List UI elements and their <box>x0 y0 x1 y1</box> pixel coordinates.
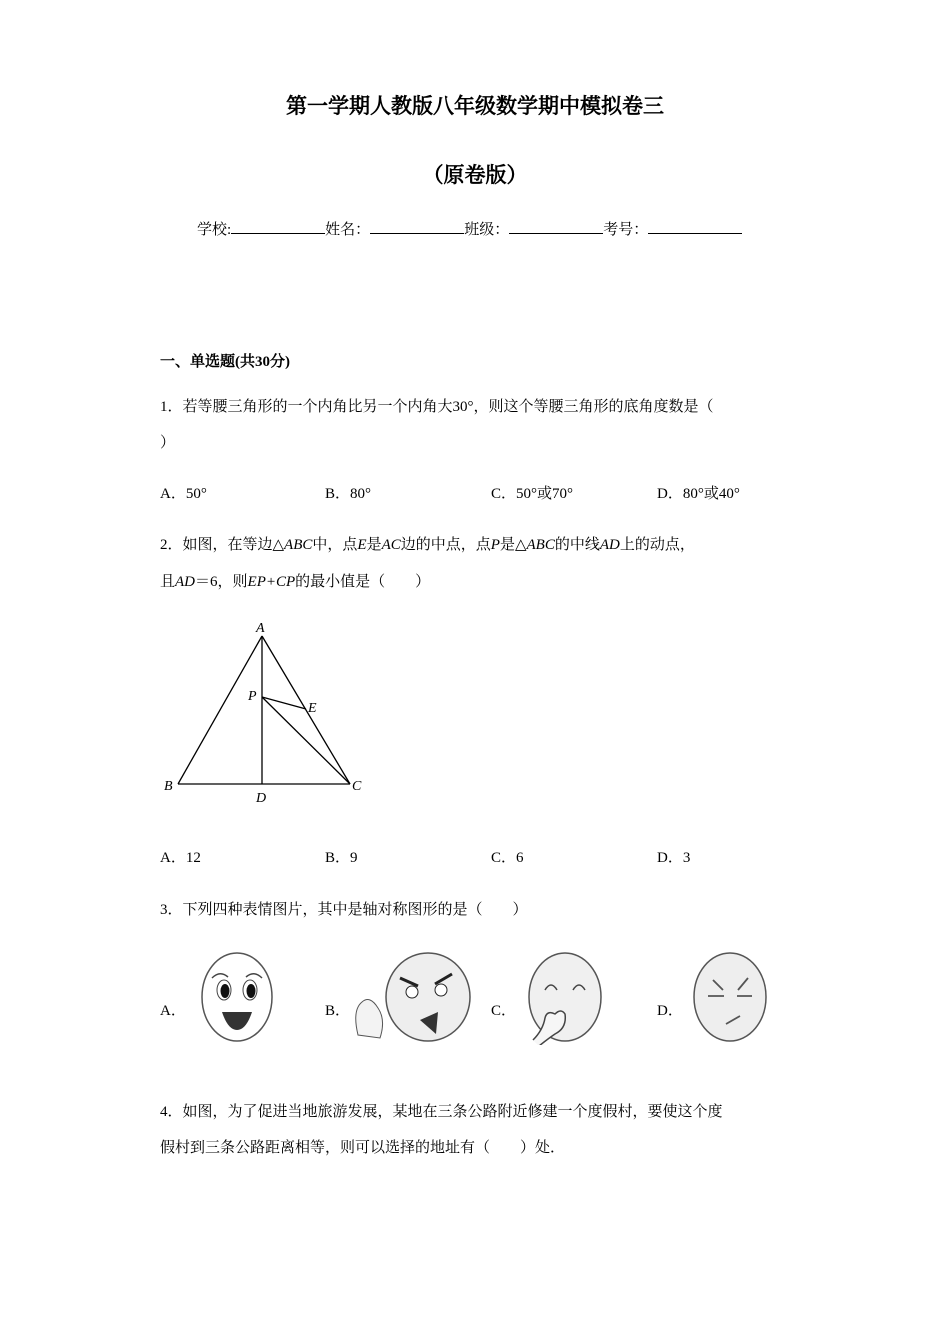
label-d: D <box>256 791 267 806</box>
q4-text: 4．如图，为了促进当地旅游发展，某地在三条公路附近修建一个度假村，要使这个度 <box>160 1104 723 1120</box>
triangle-figure <box>150 610 380 810</box>
student-info <box>197 218 742 239</box>
q3-option-b: B． <box>325 1003 351 1019</box>
q3-option-a: A． <box>160 1003 186 1019</box>
q2-text: 2．如图，在等边△ABC中，点E是AC边的中点，点P是△ABC的中线AD上的动点， <box>160 537 695 553</box>
label-b: B <box>164 779 173 794</box>
number-label: 考号： <box>603 222 649 238</box>
class-label: 班级： <box>464 222 510 238</box>
q2-text-cont: 且AD＝6，则EP+CP的最小值是（ ） <box>160 574 431 590</box>
section-heading: 一、单选题(共30分) <box>160 354 290 370</box>
q4-text-cont: 假村到三条公路距离相等，则可以选择的地址有（ ）处． <box>160 1140 566 1156</box>
q1-option-a: A．50° <box>160 486 207 502</box>
label-c: C <box>352 779 362 794</box>
q2-option-b: B．9 <box>325 850 358 866</box>
number-blank <box>648 219 742 234</box>
smiling-face-image <box>190 950 285 1045</box>
q2-option-a: A．12 <box>160 850 201 866</box>
q1-option-d: D．80°或40° <box>657 486 740 502</box>
school-label: 学校: <box>197 222 232 238</box>
school-blank <box>231 219 325 234</box>
q2-option-c: C．6 <box>491 850 524 866</box>
q1-option-b: B．80° <box>325 486 372 502</box>
label-a: A <box>256 621 265 636</box>
page-subtitle: （原卷版） <box>422 163 528 187</box>
q1-text-cont: ） <box>160 435 176 451</box>
q1-option-c: C．50°或70° <box>491 486 574 502</box>
q3-option-d: D． <box>657 1003 683 1019</box>
angry-pointing-face-image <box>350 950 475 1045</box>
covering-mouth-face-image <box>515 950 610 1045</box>
q3-text: 3．下列四种表情图片，其中是轴对称图形的是（ ） <box>160 902 528 918</box>
squinting-face-image <box>680 950 775 1045</box>
q2-option-d: D．3 <box>657 850 691 866</box>
class-blank <box>509 219 603 234</box>
page-title: 第一学期人教版八年级数学期中模拟卷三 <box>286 94 664 118</box>
q1-text: 1．若等腰三角形的一个内角比另一个内角大30°，则这个等腰三角形的底角度数是（ <box>160 399 714 415</box>
name-blank <box>370 219 464 234</box>
label-p: P <box>248 689 257 704</box>
q3-option-c: C． <box>491 1003 517 1019</box>
name-label: 姓名： <box>325 222 371 238</box>
label-e: E <box>308 701 317 716</box>
